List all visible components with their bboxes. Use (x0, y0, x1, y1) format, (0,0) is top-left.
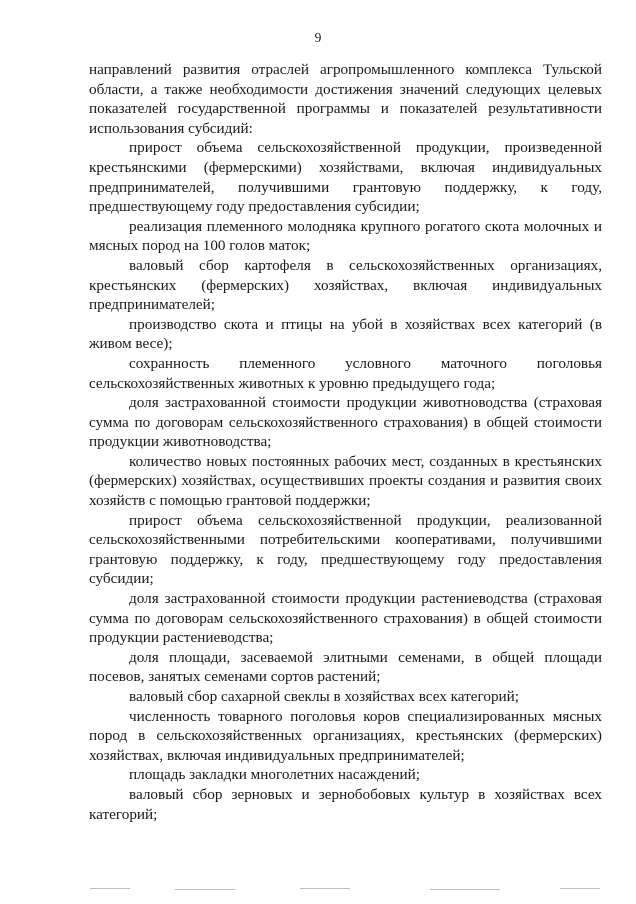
scan-artifact (90, 888, 130, 889)
scan-artifact (300, 888, 350, 889)
scan-artifact (560, 888, 600, 889)
list-item: численность товарного поголовья коров специализированных мясных пород в сельскохозяйственных организациях, крестьянских (фермерских) хозяйствах, включая индивидуальных предпринимателей; (89, 707, 602, 764)
list-item: доля площади, засеваемой элитными семенами, в общей площади посевов, занятых семенами сортов растений; (89, 648, 602, 686)
page-number: 9 (314, 30, 322, 45)
list-item: валовый сбор картофеля в сельскохозяйственных организациях, крестьянских (фермерских) хозяйствах, включая индивидуальных предпринимателей; (89, 256, 602, 314)
list-item: валовый сбор зерновых и зернобобовых культур в хозяйствах всех категорий; (89, 785, 602, 823)
list-item: прирост объема сельскохозяйственной продукции, реализованной сельскохозяйственными потребительскими кооперативами, получившими грантовую поддержку, к году, предшествующему году предоставления субсидии; (89, 511, 602, 588)
list-item: валовый сбор сахарной свеклы в хозяйствах всех категорий; (129, 688, 520, 705)
list-item: доля застрахованной стоимости продукции растениеводства (страховая сумма по договорам сельскохозяйственного страхования) в общей стоимости продукции растениеводства; (89, 590, 602, 647)
list-item: прирост объема сельскохозяйственной продукции, произведенной крестьянскими (фермерскими) хозяйствами, включая индивидуальных предпринимателей, получившими грантовую поддержку, к году, предшествующему году предоставления субсидии; (89, 139, 602, 216)
scan-artifact (175, 889, 235, 890)
paragraph-intro: направлений развития отраслей агропромышленного комплекса Тульской области, а также необходимости достижения значений следующих целевых показателей государственной программы и показателей результативности использования субсидий: (89, 61, 602, 137)
list-item: реализация племенного молодняка крупного рогатого скота молочных и мясных пород на 100 голов маток; (89, 217, 602, 255)
list-item: площадь закладки многолетних насаждений; (129, 766, 420, 784)
list-item: производство скота и птицы на убой в хозяйствах всех категорий (в живом весе); (89, 315, 602, 353)
list-item: сохранность племенного условного маточного поголовья сельскохозяйственных животных к уровню предыдущего года; (89, 354, 602, 392)
scan-artifact (430, 889, 500, 890)
document-body (89, 60, 602, 824)
list-item: количество новых постоянных рабочих мест, созданных в крестьянских (фермерских) хозяйствах, осуществивших проекты создания и развития своих хозяйств с помощью грантовой поддержки; (89, 452, 602, 510)
list-item: доля застрахованной стоимости продукции животноводства (страховая сумма по договорам сельскохозяйственного страхования) в общей стоимости продукции животноводства; (89, 394, 602, 451)
